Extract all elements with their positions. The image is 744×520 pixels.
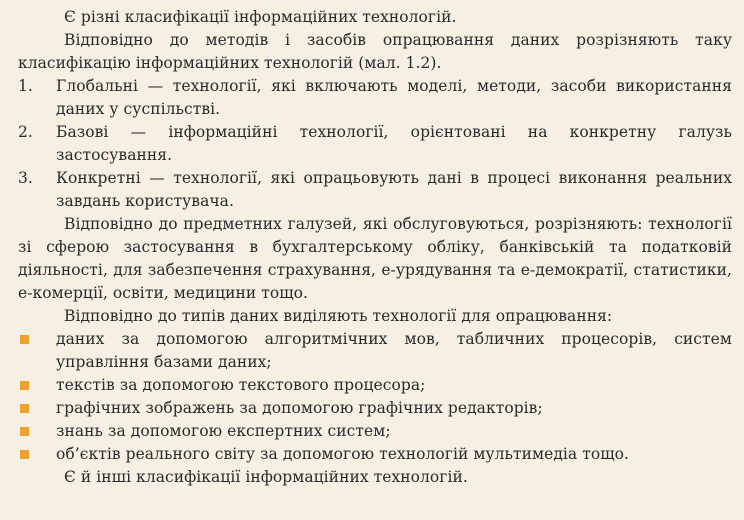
bullet-item-texts <box>18 374 732 397</box>
list-number: 3. <box>18 169 33 187</box>
orange-square-bullet-icon <box>20 404 29 413</box>
orange-square-bullet-icon <box>20 450 29 459</box>
bullet-item-text: даних за допомогою алгоритмічних мов, табличних процесорів, систем управління базами даних; <box>56 330 732 371</box>
intro-paragraph: Є різні класифікації інформаційних технологій. <box>64 8 457 26</box>
list-number: 1. <box>18 77 33 95</box>
domains-paragraph: Відповідно до предметних галузей, які обслуговуються, розрізняють: технології зі сферою застосування в бухгалтерському обліку, банківській та податковій діяльності, для забезпечення страхування, е-урядування та е-демократії, статистики, е-комерції, освіти, медицини тощо. <box>18 215 732 302</box>
numbered-item-global <box>18 75 732 121</box>
closing-paragraph: Є й інші класифікації інформаційних технологій. <box>64 468 468 486</box>
numbered-item-specific <box>18 167 732 213</box>
bullet-item-text: об’єктів реального світу за допомогою технологій мультимедіа тощо. <box>56 445 630 463</box>
orange-square-bullet-icon <box>20 427 29 436</box>
orange-square-bullet-icon <box>20 381 29 390</box>
orange-square-bullet-icon <box>20 335 29 344</box>
bullet-item-graphics <box>18 397 732 420</box>
bullet-list <box>18 328 732 466</box>
list-item-text: Базові — інформаційні технології, орієнтовані на конкретну галузь застосування. <box>56 123 732 164</box>
bullet-item-knowledge <box>18 420 732 443</box>
bullet-item-text: знань за допомогою експертних систем; <box>56 422 391 440</box>
data-types-paragraph: Відповідно до типів даних виділяють технології для опрацювання: <box>64 307 613 325</box>
methods-paragraph: Відповідно до методів і засобів опрацювання даних розрізняють таку класифікацію інформаційних технологій (мал. 1.2). <box>18 31 732 72</box>
list-item-text: Глобальні — технології, які включають моделі, методи, засоби використання даних у суспільстві. <box>56 77 732 118</box>
list-item-text: Конкретні — технології, які опрацьовують дані в процесі виконання реальних завдань користувача. <box>56 169 732 210</box>
list-number: 2. <box>18 123 33 141</box>
numbered-list <box>18 75 732 213</box>
numbered-item-basic <box>18 121 732 167</box>
bullet-item-text: графічних зображень за допомогою графічних редакторів; <box>56 399 543 417</box>
bullet-item-text: текстів за допомогою текстового процесора; <box>56 376 426 394</box>
bullet-item-data <box>18 328 732 374</box>
bullet-item-objects <box>18 443 732 466</box>
